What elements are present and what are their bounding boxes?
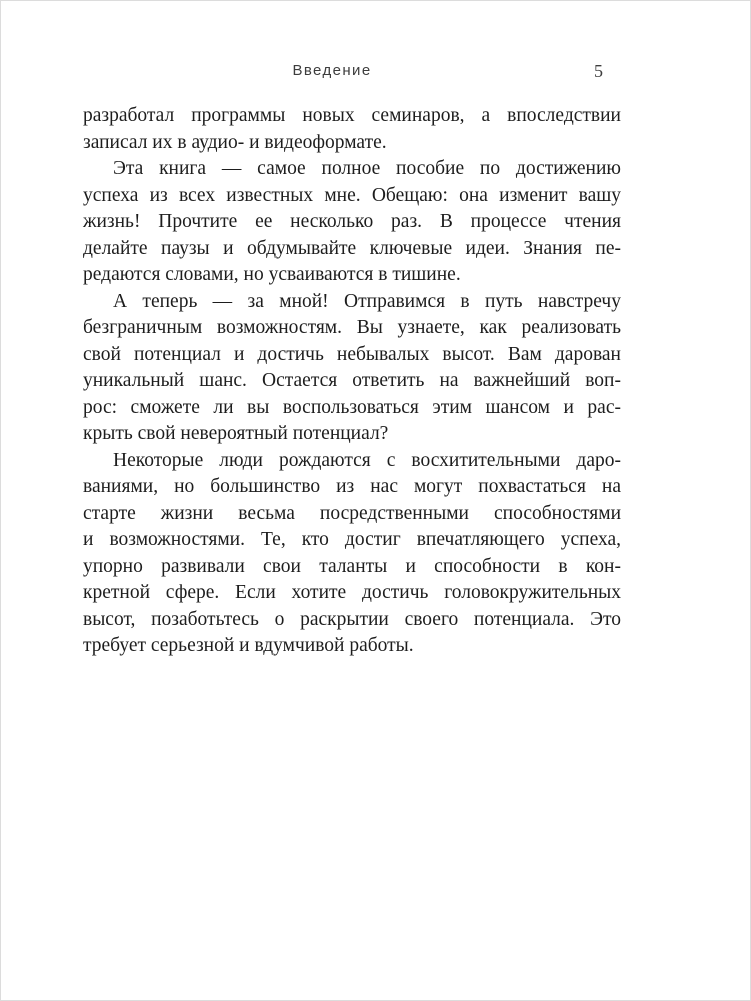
text-line: и возможностями. Те, кто достиг впечатляющего успеха, <box>83 529 621 550</box>
text-line: рос: сможете ли вы воспользоваться этим шансом и рас- <box>83 396 621 418</box>
text-line: записал их в аудио- и видеоформате. <box>83 131 387 153</box>
text-line: требует серьезной и вдумчивой работы. <box>83 635 414 656</box>
paragraph <box>83 448 621 660</box>
text-line: упорно развивали свои таланты и способности в кон- <box>83 555 621 577</box>
text-line: кретной сфере. Если хотите достичь головокружительных <box>83 582 621 603</box>
text-line: А теперь — за мной! Отправимся в путь навстречу <box>113 290 621 312</box>
text-line: жизнь! Прочтите ее несколько раз. В процессе чтения <box>83 211 621 232</box>
running-head <box>83 62 621 84</box>
text-line: разработал программы новых семинаров, а впоследствии <box>83 105 621 126</box>
text-line: делайте паузы и обдумывайте ключевые идеи. Знания пе- <box>83 237 621 259</box>
text-line: старте жизни весьма посредственными способностями <box>83 502 621 524</box>
text-line: уникальный шанс. Остается ответить на важнейший воп- <box>83 370 621 391</box>
text-line: крыть свой невероятный потенциал? <box>83 423 389 444</box>
paragraph <box>83 103 621 156</box>
page-body <box>83 103 621 660</box>
page-number: 5 <box>594 61 603 81</box>
text-line: безграничным возможностям. Вы узнаете, как реализовать <box>83 317 621 338</box>
chapter-title: Введение <box>292 62 372 79</box>
paragraph <box>83 156 621 289</box>
paragraph <box>83 289 621 448</box>
text-line: высот, позаботьтесь о раскрытии своего потенциала. Это <box>83 608 621 630</box>
text-line: свой потенциал и достичь небывалых высот. Вам дарован <box>83 343 621 365</box>
text-line: редаются словами, но усваиваются в тишине. <box>83 264 461 285</box>
text-line: ваниями, но большинство из нас могут похвастаться на <box>83 476 621 497</box>
text-line: Эта книга — самое полное пособие по достижению <box>113 158 621 179</box>
text-line: успеха из всех известных мне. Обещаю: она изменит вашу <box>83 184 621 206</box>
text-line: Некоторые люди рождаются с восхитительными даро- <box>113 449 621 471</box>
